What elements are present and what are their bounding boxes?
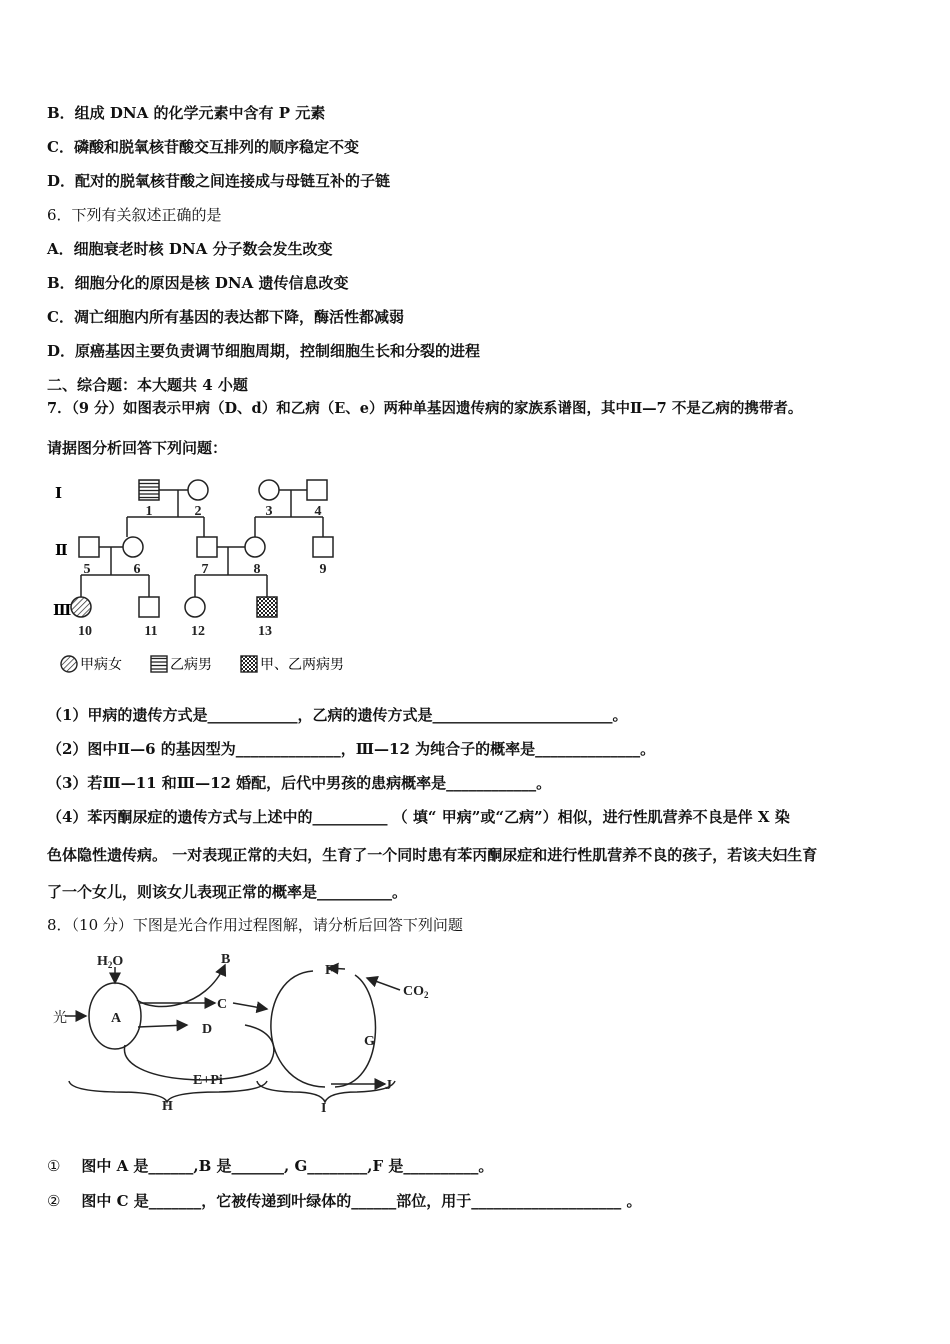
label-light: 光: [53, 1011, 67, 1026]
label-f: F: [325, 963, 334, 978]
q6-option-c: C．凋亡细胞内所有基因的表达都下降，酶活性都减弱: [47, 308, 404, 326]
individual-5: [79, 537, 99, 557]
q8-sub2: [47, 1191, 641, 1211]
label-i: I: [321, 1101, 327, 1116]
label-e-pi: E+Pi: [193, 1073, 223, 1088]
q6-option-a: A．细胞衰老时核 DNA 分子数会发生改变: [47, 240, 333, 258]
q8-sub1: [47, 1156, 493, 1176]
q7-sub2: （2）图中Ⅱ—6 的基因型为______________，Ⅲ—12 为纯合子的概率是______________。: [47, 740, 656, 758]
label-co2: $CO_2$: [403, 984, 429, 1000]
photosynthesis-diagram: [45, 945, 445, 1120]
pedigree-chart: [45, 472, 385, 682]
individual-number: 8: [253, 562, 261, 577]
individual-number: 10: [78, 624, 92, 639]
label-d: D: [202, 1022, 213, 1037]
q7-sub4-line1: （4）苯丙酮尿症的遗传方式与上述中的__________ （ 填“ 甲病”或“乙病”）相似，进行性肌营养不良是伴 X 染: [47, 808, 790, 826]
q8-sub1-text: 图中 A 是______,B 是_______, G________,F 是__________。: [81, 1157, 494, 1175]
individual-8: [245, 537, 265, 557]
q8-sub2-text: 图中 C 是_______，它被传递到叶绿体的______部位，用于____________________ 。: [81, 1192, 642, 1210]
individual-6: [123, 537, 143, 557]
individual-number: 6: [133, 562, 141, 577]
individual-number: 2: [194, 504, 202, 519]
legend-both-male: 甲、乙两病男: [260, 658, 344, 673]
individual-7: [197, 537, 217, 557]
legend-disease-a-female-icon: [61, 656, 77, 672]
individual-number: 13: [258, 624, 272, 639]
q5-option-d: D．配对的脱氧核苷酸之间连接成与母链互补的子链: [47, 172, 391, 190]
individual-number: 7: [201, 562, 209, 577]
q7-sub4-line3: 了一个女儿，则该女儿表现正常的概率是__________。: [47, 883, 408, 901]
individual-number: 11: [144, 624, 158, 639]
q5-option-c: C．磷酸和脱氧核苷酸交互排列的顺序稳定不变: [47, 138, 359, 156]
label-h2o: $H_2O$: [97, 954, 124, 970]
q7-stem-line2: 请据图分析回答下列问题：: [47, 439, 228, 457]
label-c: C: [217, 997, 228, 1012]
q8-sub1-marker: ①: [47, 1157, 61, 1175]
individual-number: 1: [145, 504, 153, 519]
q8-stem: 8．（10 分）下图是光合作用过程图解，请分析后回答下列问题: [47, 916, 463, 934]
individual-12: [185, 597, 205, 617]
individual-number: 3: [265, 504, 273, 519]
label-g: G: [364, 1034, 375, 1049]
q6-stem: 6．下列有关叙述正确的是: [47, 206, 222, 224]
individual-11: [139, 597, 159, 617]
individual-13: [257, 597, 277, 617]
legend-disease-b-male: 乙病男: [170, 658, 212, 673]
q6-option-b: B．细胞分化的原因是核 DNA 遗传信息改变: [47, 274, 349, 292]
label-b: B: [221, 952, 231, 967]
generation-label-iii: Ⅲ: [53, 603, 72, 619]
individual-3: [259, 480, 279, 500]
generation-label-i: Ⅰ: [55, 486, 63, 502]
individual-number: 4: [314, 504, 322, 519]
q7-sub4-line2: 色体隐性遗传病。 一对表现正常的夫妇，生育了一个同时患有苯丙酮尿症和进行性肌营养不良的孩子，若该夫妇生育: [47, 846, 818, 864]
individual-10: [71, 597, 91, 617]
generation-label-ii: Ⅱ: [55, 543, 68, 559]
individual-1: [139, 480, 159, 500]
q8-sub2-marker: ②: [47, 1192, 61, 1210]
individual-number: 12: [191, 624, 205, 639]
q7-sub3: （3）若Ⅲ—11 和Ⅲ—12 婚配，后代中男孩的患病概率是____________。: [47, 774, 552, 792]
q7-stem-line1: 7．（9 分）如图表示甲病（D、d）和乙病（E、e）两种单基因遗传病的家族系谱图，其中Ⅱ—7 不是乙病的携带者。: [47, 400, 803, 417]
legend-disease-a-female: 甲病女: [80, 658, 122, 673]
legend-both-male-icon: [241, 656, 257, 672]
q5-option-b: B．组成 DNA 的化学元素中含有 P 元素: [47, 104, 326, 122]
label-h: H: [162, 1099, 173, 1114]
section-heading: 二、综合题：本大题共 4 小题: [47, 376, 248, 394]
legend-disease-b-male-icon: [151, 656, 167, 672]
individual-number: 5: [83, 562, 91, 577]
label-j: J: [385, 1078, 392, 1093]
individual-2: [188, 480, 208, 500]
q6-option-d: D．原癌基因主要负责调节细胞周期，控制细胞生长和分裂的进程: [47, 342, 481, 360]
label-a: A: [111, 1011, 122, 1026]
q7-sub1: （1）甲病的遗传方式是____________，乙病的遗传方式是________________________。: [47, 706, 628, 724]
individual-9: [313, 537, 333, 557]
individual-4: [307, 480, 327, 500]
individual-number: 9: [319, 562, 327, 577]
